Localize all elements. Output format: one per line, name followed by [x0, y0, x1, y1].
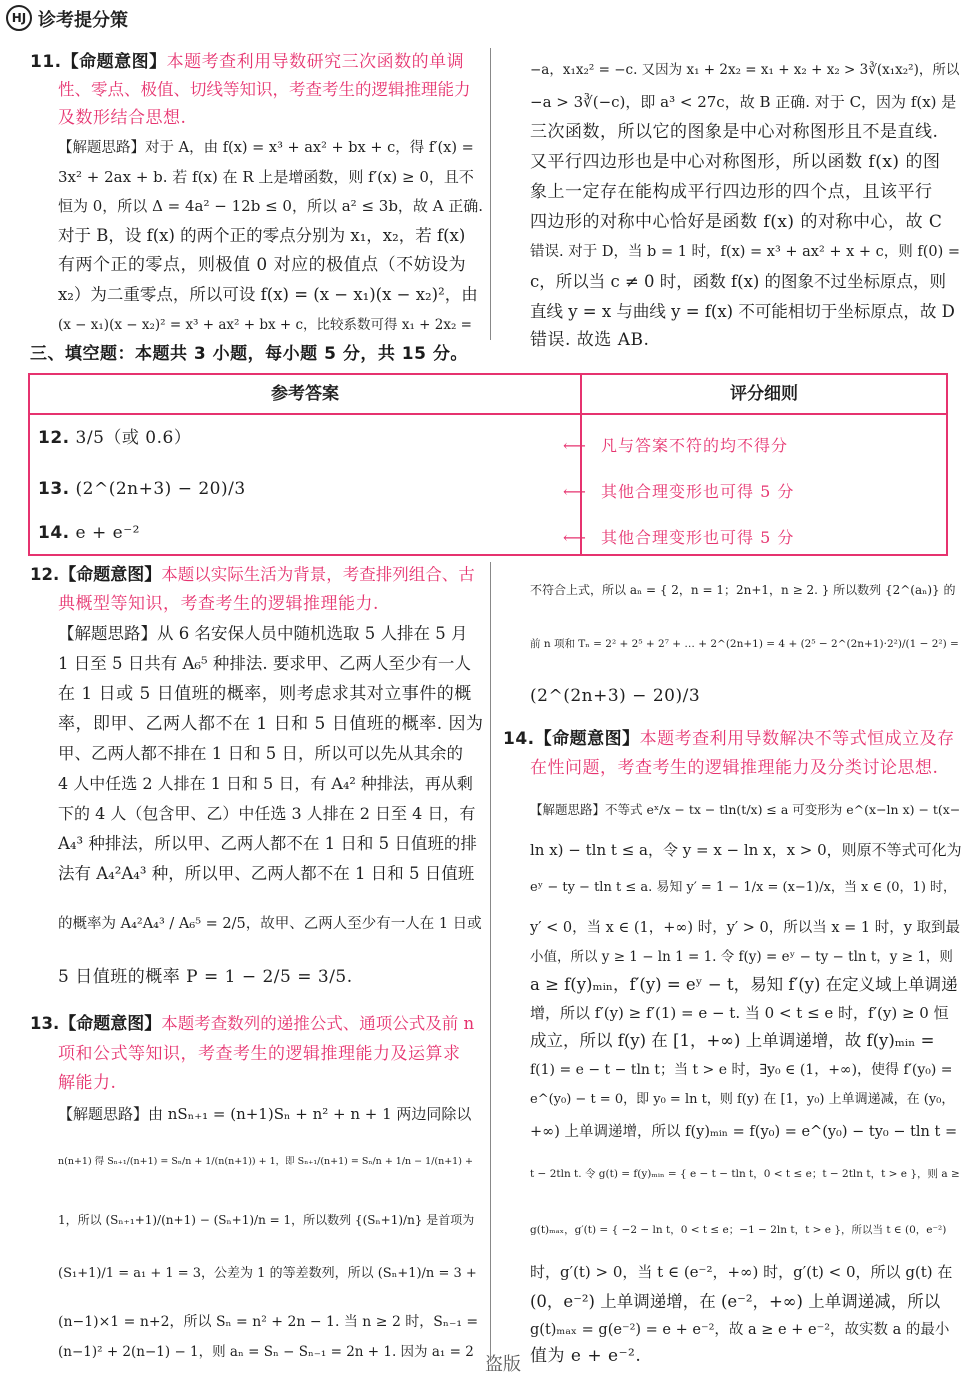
q12-title: 12.【命题意图】本题以实际生活为背景，考查排列组合、古: [30, 565, 475, 585]
q14-intent: 在性问题，考查考生的逻辑推理能力及分类讨论思想.: [530, 758, 939, 778]
q11-solution-line: (x − x₁)(x − x₂)² = x³ + ax² + bx + c，比较系数可得 x₁ + 2x₂ =: [58, 317, 472, 333]
q11-solution-line: 错误. 对于 D，当 b = 1 时，f(x) = x³ + ax² + x + c，则 f(0) =: [530, 244, 961, 260]
q11-solution-line: 恒为 0，所以 Δ = 4a² − 12b ≤ 0，所以 a² ≤ 3b，故 A 正确.: [58, 197, 484, 215]
answer-14: 14. e + e⁻²: [38, 523, 140, 543]
q14-solution-line: (0，e⁻²) 上单调递增，在 (e⁻²，+∞) 上单调递减，所以: [530, 1292, 941, 1311]
q13-title: 13.【命题意图】本题考查数列的递推公式、通项公式及前 n: [30, 1014, 475, 1034]
q11-solution-line: −a，x₁x₂² = −c. 又因为 x₁ + 2x₂ = x₁ + x₂ + x₂ > 3∛(x₁x₂²)，所以: [530, 62, 960, 78]
q12-solution-line: 4 人中任选 2 人排在 1 日和 5 日，有 A₄² 种排法，再从剩: [58, 774, 473, 793]
q14-solution-line: 小值，所以 y ≥ 1 − ln 1 = 1. 令 f(y) = eʸ − ty − tln t，y ≥ 1，则: [530, 949, 953, 965]
q14-solution-line: g(t)ₘₐₓ，g′(t) = { −2 − ln t，0 < t ≤ e；−1 − 2ln t，t > e }，所以当 t ∈ (0，e⁻²): [530, 1224, 947, 1236]
answer-13: 13. (2^(2n+3) − 20)/3: [38, 479, 246, 499]
q14-solution-line: +∞) 上单调递增，所以 f(y)ₘᵢₙ = f(y₀) = e^(y₀) − ty₀ − tln t =: [530, 1124, 958, 1140]
q11-solution-line: 对于 B，设 f(x) 的两个正的零点分别为 x₁，x₂，若 f(x): [58, 226, 466, 245]
arrow-left-icon: ⟵: [563, 482, 587, 501]
q13-solution-line: n(n+1) 得 Sₙ₊₁/(n+1) = Sₙ/n + 1/(n(n+1)) + 1，即 Sₙ₊₁/(n+1) = Sₙ/n + 1/n − 1/(n+1) +: [58, 1156, 473, 1167]
q11-solution-line: −a > 3∛(−c)，即 a³ < 27c，故 B 正确. 对于 C，因为 f(x) 是: [530, 93, 957, 111]
q13-solution-line: (2^(2n+3) − 20)/3: [530, 686, 701, 706]
q11-solution-line: 三次函数，所以它的图象是中心对称图形且不是直线.: [530, 122, 939, 142]
q14-solution-line: ln x) − tln t ≤ a，令 y = x − ln x，x > 0，则原不等式可化为: [530, 841, 962, 859]
rule-14: ⟵ 其他合理变形也可得 5 分: [563, 528, 795, 547]
q14-solution-line: 【解题思路】不等式 eˣ/x − tx − tln(t/x) ≤ a 可变形为 e^(x−ln x) − t(x−: [530, 802, 961, 817]
arrow-left-icon: ⟵: [563, 528, 587, 547]
q14-solution-line: t − 2tln t. 令 g(t) = f(y)ₘᵢₙ = { e − t − tln t，0 < t ≤ e；t − 2tln t，t > e }，则 a ≥: [530, 1168, 960, 1180]
q11-intent: 性、零点、极值、切线等知识，考查考生的逻辑推理能力: [58, 80, 471, 99]
section-title: 三、填空题：本题共 3 小题，每小题 5 分，共 15 分。: [30, 344, 468, 364]
q11-solution-line: 象上一定存在能构成平行四边形的四个点，且该平行: [530, 182, 933, 202]
q11-solution-line: 错误. 故选 AB.: [530, 330, 650, 350]
q12-solution-line: 下的 4 人（包含甲、乙）中任选 3 人排在 2 日至 4 日，有: [58, 804, 476, 823]
q12-solution-line: 在 1 日或 5 日值班的概率，则考虑求其对立事件的概: [58, 684, 472, 704]
q12-solution-line: A₄³ 种排法，所以甲、乙两人都不在 1 日和 5 日值班的排: [58, 834, 477, 853]
q11-solution-line: 【解题思路】对于 A，由 f(x) = x³ + ax² + bx + c，得 f′(x) =: [58, 140, 474, 156]
q14-solution-line: 成立，所以 f(y) 在 [1，+∞) 上单调递增，故 f(y)ₘᵢₙ =: [530, 1031, 935, 1050]
rule-12: ⟵ 凡与答案不符的均不得分: [563, 436, 789, 455]
answer-column-header: 参考答案: [30, 375, 580, 415]
q12-solution-line: 【解题思路】从 6 名安保人员中随机选取 5 人排在 5 月: [58, 624, 468, 643]
q13-solution-line: 不符合上式，所以 aₙ = { 2，n = 1；2n+1，n ≥ 2. } 所以数列 {2^(aₙ)} 的: [530, 583, 956, 597]
q11-solution-line: c，所以当 c ≠ 0 时，函数 f(x) 的图象不过坐标原点，则: [530, 272, 947, 291]
q12-intent: 典概型等知识，考查考生的逻辑推理能力.: [58, 594, 379, 614]
column-divider: [490, 562, 491, 1362]
q13-solution-line: 前 n 项和 Tₙ = 2² + 2⁵ + 2⁷ + … + 2^(2n+1) = 4 + (2⁵ − 2^(2n+1)·2²)/(1 − 2²) =: [530, 638, 959, 650]
q14-solution-line: e^(y₀) − t = 0，即 y₀ = ln t，则 f(y) 在 [1，y₀) 上单调递减，在 (y₀，: [530, 1092, 955, 1107]
arrow-left-icon: ⟵: [563, 436, 587, 455]
q14-solution-line: a ≥ f(y)ₘᵢₙ，f′(y) = eʸ − t，易知 f′(y) 在定义域上单调递: [530, 975, 958, 994]
q11-title: 11.【命题意图】本题考查利用导数研究三次函数的单调: [30, 52, 465, 72]
q13-solution-line: (n−1)×1 = n+2，所以 Sₙ = n² + 2n − 1. 当 n ≥ 2 时，Sₙ₋₁ =: [58, 1314, 479, 1330]
brand-title: 诊考提分策: [38, 10, 128, 31]
q13-solution-line: 1，所以 (Sₙ₊₁+1)/(n+1) − (Sₙ+1)/n = 1，所以数列 {(Sₙ+1)/n} 是首项为: [58, 1213, 475, 1227]
q12-solution-line: 甲、乙两人都不排在 1 日和 5 日，所以可以先从其余的: [58, 744, 463, 763]
q12-solution-line: 率，即甲、乙两人都不在 1 日和 5 日值班的概率. 因为: [58, 714, 484, 734]
q14-solution-line: y′ < 0，当 x ∈ (1，+∞) 时，y′ > 0，所以当 x = 1 时，y 取到最: [530, 920, 961, 936]
q13-solution-line: (S₁+1)/1 = a₁ + 1 = 3，公差为 1 的等差数列，所以 (Sₙ+1)/n = 3 +: [58, 1266, 477, 1281]
q14-solution-line: 值为 e + e⁻².: [530, 1346, 642, 1366]
q12-solution-line: 5 日值班的概率 P = 1 − 2/5 = 3/5.: [58, 967, 353, 987]
column-divider: [490, 48, 491, 340]
q11-solution-line: 有两个正的零点，则极值 0 对应的极值点（不妨设为: [58, 255, 467, 275]
q13-intent: 解能力.: [58, 1073, 117, 1093]
q12-solution-line: 法有 A₄²A₄³ 种，所以甲、乙两人都不在 1 日和 5 日值班: [58, 864, 475, 883]
q11-solution-line: 直线 y = x 与曲线 y = f(x) 不可能相切于坐标原点，故 D: [530, 302, 955, 321]
q14-solution-line: g(t)ₘₐₓ = g(e⁻²) = e + e⁻²，故 a ≥ e + e⁻²，故实数 a 的最小: [530, 1322, 950, 1338]
q14-solution-line: 时，g′(t) > 0，当 t ∈ (e⁻²，+∞) 时，g′(t) < 0，所以 g(t) 在: [530, 1263, 953, 1281]
q11-solution-line: x₂）为二重零点，所以可设 f(x) = (x − x₁)(x − x₂)²，由: [58, 285, 478, 304]
rule-13: ⟵ 其他合理变形也可得 5 分: [563, 482, 795, 501]
answer-12: 12. 3/5（或 0.6）: [38, 428, 192, 448]
q14-solution-line: f(1) = e − t − tln t；当 t > e 时，∃y₀ ∈ (1，+∞)，使得 f′(y₀) =: [530, 1062, 953, 1078]
q11-solution-line: 四边形的对称中心恰好是函数 f(x) 的对称中心，故 C: [530, 212, 943, 232]
q13-solution-line: 【解题思路】由 nSₙ₊₁ = (n+1)Sₙ + n² + n + 1 两边同除以: [58, 1105, 472, 1123]
q11-intent: 及数形结合思想.: [58, 108, 187, 128]
q12-solution-line: 的概率为 A₄²A₄³ / A₆⁵ = 2/5，故甲、乙两人至少有一人在 1 日或: [58, 916, 482, 932]
q11-solution-line: 又平行四边形也是中心对称图形，所以函数 f(x) 的图: [530, 152, 941, 172]
answer-table: [28, 373, 948, 556]
watermark-text: 盗版: [485, 1354, 521, 1375]
q14-solution-line: eʸ − ty − tln t ≤ a. 易知 y′ = 1 − 1/x = (x−1)/x，当 x ∈ (0，1) 时，: [530, 880, 957, 895]
q11-solution-line: 3x² + 2ax + b. 若 f(x) 在 R 上是增函数，则 f′(x) ≥ 0，且不: [58, 168, 474, 186]
q14-title: 14.【命题意图】本题考查利用导数解决不等式恒成立及存: [503, 729, 955, 749]
q13-solution-line: (n−1)² + 2(n−1) − 1，则 aₙ = Sₙ − Sₙ₋₁ = 2n + 1. 因为 a₁ = 2: [58, 1344, 474, 1360]
q14-solution-line: 增，所以 f′(y) ≥ f′(1) = e − t. 当 0 < t ≤ e 时，f′(y) ≥ 0 恒: [530, 1004, 949, 1022]
q12-solution-line: 1 日至 5 日共有 A₆⁵ 种排法. 要求甲、乙两人至少有一人: [58, 654, 471, 673]
q13-intent: 项和公式等知识，考查考生的逻辑推理能力及运算求: [58, 1044, 461, 1064]
brand-logo: HJ: [6, 5, 32, 31]
rule-column-header: 评分细则: [582, 375, 946, 415]
